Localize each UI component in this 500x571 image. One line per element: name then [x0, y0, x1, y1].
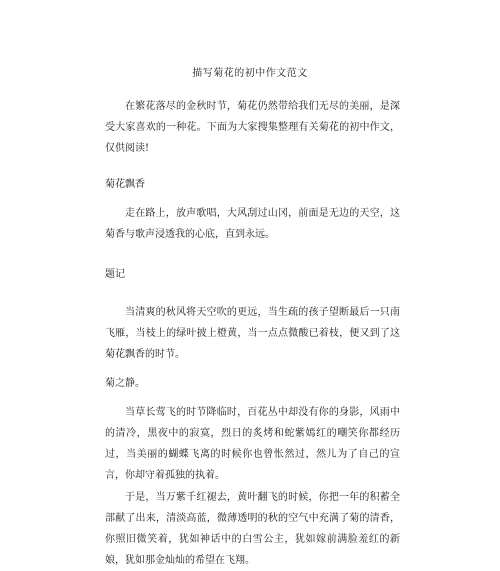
section3-paragraph-1: 当草长莺飞的时节降临时，百花丛中却没有你的身影，风雨中的清冷，黑夜中的寂寞，烈日的炙烤和蛇紫嫣红的嘲笑你都经历过，当美丽的蝴蝶飞离的时候你也曾怅然过，然儿为了自己的宣言，你却守着孤独的执着。 [105, 407, 400, 481]
section2-paragraph: 当清爽的秋风将天空吹的更远，当生疏的孩子望断最后一只南飞雁，当枝上的绿叶披上橙黄，当一点点微酸已着枝，便又到了这菊花飘香的时节。 [105, 307, 400, 360]
section1-paragraph: 走在路上，放声歌唱，大风刮过山冈，前面是无边的天空，这菊香与歌声浸透我的心底，直到永远。 [105, 208, 400, 240]
section-heading-ju-zhi-jing: 菊之静。 [105, 378, 145, 389]
section-heading-ju-hua-piao-xiang: 菊花飘香 [105, 179, 145, 190]
document-title: 描写菊花的初中作文范文 [192, 68, 308, 79]
intro-paragraph: 在繁花落尽的金秋时节，菊花仍然带给我们无尽的美丽，是深受大家喜欢的一种花。下面为大家搜集整理有关菊花的初中作文，仅供阅读! [105, 101, 400, 154]
section3-paragraph-2: 于是，当万紫千红褪去，黄叶翻飞的时候，你把一年的积蓄全部献了出来，清淡高蓝，微薄透明的秋的空气中充满了菊的清香，你照旧微笑着，犹如神话中的白雪公主，犹如嫁前满脸羞红的新娘，犹如那金灿灿的希望在飞翔。 [105, 492, 400, 566]
section-heading-ti-ji: 题记 [105, 269, 125, 280]
